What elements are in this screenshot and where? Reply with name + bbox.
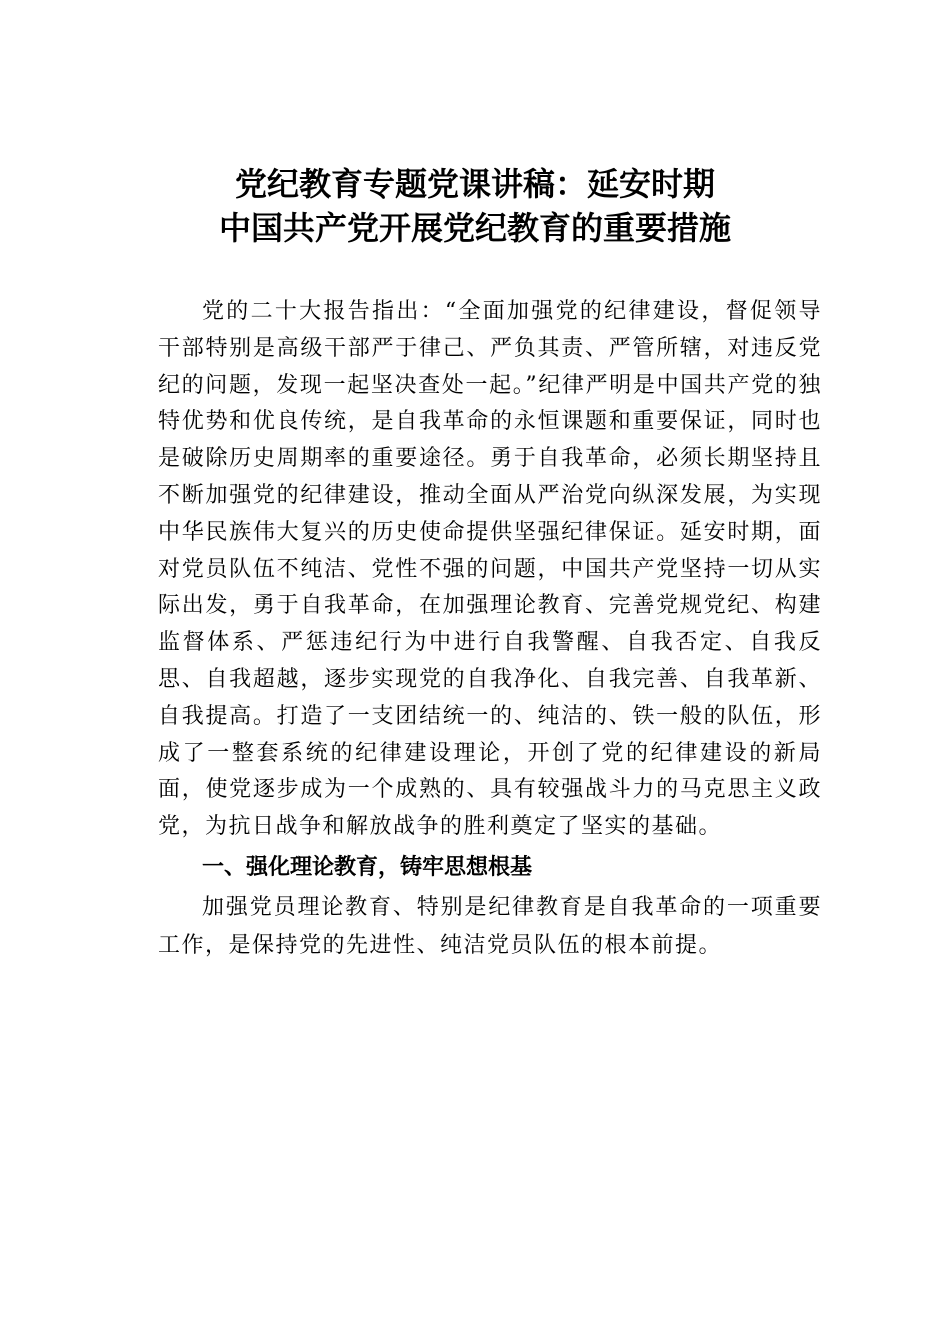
section-1-paragraph: 加强党员理论教育、特别是纪律教育是自我革命的一项重要工作，是保持党的先进性、纯洁党员队伍的根本前提。 [158,894,822,958]
document-body [158,294,822,965]
intro-paragraph: 党的二十大报告指出：“全面加强党的纪律建设，督促领导干部特别是高级干部严于律己、严负其责、严管所辖，对违反党纪的问题，发现一起坚决查处一起。”纪律严明是中国共产党的独特优势和优良传统，是自我革命的永恒课题和重要保证，同时也是破除历史周期率的重要途径。勇于自我革命，必须长期坚持且不断加强党的纪律建设，推动全面从严治党向纵深发展，为实现中华民族伟大复兴的历史使命提供坚强纪律保证。延安时期，面对党员队伍不纯洁、党性不强的问题，中国共产党坚持一切从实际出发，勇于自我革命，在加强理论教育、完善党规党纪、构建监督体系、严惩违纪行为中进行自我警醒、自我否定、自我反思、自我超越，逐步实现党的自我净化、自我完善、自我革新、自我提高。打造了一支团结统一的、纯洁的、铁一般的队伍，形成了一整套系统的纪律建设理论，开创了党的纪律建设的新局面，使党逐步成为一个成熟的、具有较强战斗力的马克思主义政党，为抗日战争和解放战争的胜利奠定了坚实的基础。 [158,299,822,840]
document-title [130,162,820,250]
section-heading-1: 一、强化理论教育，铸牢思想根基 [202,854,533,880]
title-line-1: 党纪教育专题党课讲稿：延安时期 [234,165,715,203]
title-line-2: 中国共产党开展党纪教育的重要措施 [218,209,731,247]
